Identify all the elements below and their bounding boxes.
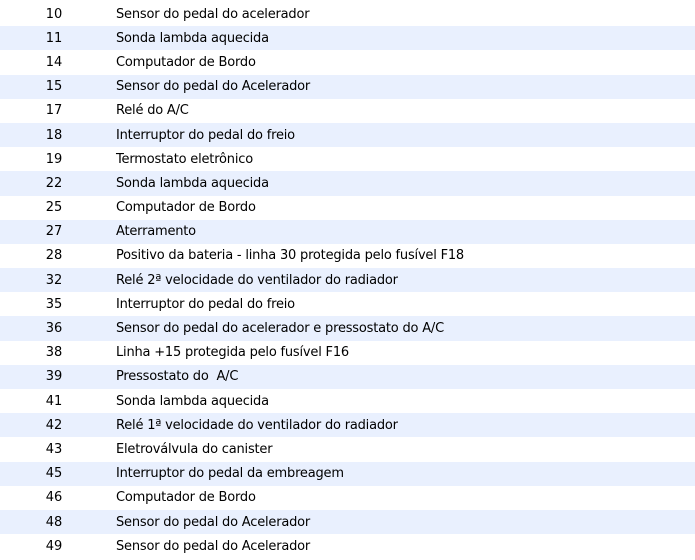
pin-number: 43	[45, 441, 63, 457]
pin-description: Computador de Bordo	[116, 490, 256, 506]
pin-number: 25	[45, 200, 63, 216]
pin-description: Eletroválvula do canister	[116, 441, 273, 457]
table-row[interactable]	[0, 413, 695, 437]
table-row[interactable]	[0, 196, 695, 220]
pin-description: Relé 2ª velocidade do ventilador do radiador	[116, 272, 398, 288]
table-row[interactable]	[0, 244, 695, 268]
table-row[interactable]	[0, 486, 695, 510]
pin-description: Sonda lambda aquecida	[116, 393, 269, 409]
table-row[interactable]	[0, 26, 695, 50]
table-row[interactable]	[0, 389, 695, 413]
pin-number: 45	[45, 466, 63, 482]
pin-description: Computador de Bordo	[116, 200, 256, 216]
table-row[interactable]	[0, 341, 695, 365]
table-row[interactable]	[0, 437, 695, 461]
table-row[interactable]	[0, 50, 695, 74]
pin-number: 39	[45, 369, 63, 385]
pin-number: 27	[45, 224, 63, 240]
pin-description: Sensor do pedal do Acelerador	[116, 538, 311, 554]
pin-number: 28	[45, 248, 63, 264]
table-row[interactable]	[0, 75, 695, 99]
pin-description: Termostato eletrônico	[116, 151, 253, 167]
pin-number: 11	[45, 30, 63, 46]
pin-description: Computador de Bordo	[116, 54, 256, 70]
table-row[interactable]	[0, 462, 695, 486]
table-row[interactable]	[0, 99, 695, 123]
pin-description: Linha +15 protegida pelo fusível F16	[116, 345, 349, 361]
pin-description: Relé do A/C	[116, 103, 189, 119]
pin-number: 17	[45, 103, 63, 119]
pin-description: Interruptor do pedal da embreagem	[116, 466, 344, 482]
table-row[interactable]	[0, 510, 695, 534]
table-row[interactable]	[0, 123, 695, 147]
table-row[interactable]	[0, 220, 695, 244]
pin-number: 41	[45, 393, 63, 409]
pin-number: 36	[45, 321, 63, 337]
pin-description: Interruptor do pedal do freio	[116, 127, 295, 143]
table-row[interactable]	[0, 147, 695, 171]
pin-number: 15	[45, 79, 63, 95]
pin-description: Positivo da bateria - linha 30 protegida pelo fusível F18	[116, 248, 464, 264]
pin-number: 35	[45, 296, 63, 312]
pin-description: Sonda lambda aquecida	[116, 175, 269, 191]
pin-number: 32	[45, 272, 63, 288]
pin-number: 22	[45, 175, 63, 191]
pin-number: 19	[45, 151, 63, 167]
pin-number: 14	[45, 54, 63, 70]
pin-number: 38	[45, 345, 63, 361]
pin-description: Sensor do pedal do acelerador e pressostato do A/C	[116, 321, 444, 337]
pin-number: 42	[45, 417, 63, 433]
pin-number: 10	[45, 6, 63, 22]
pin-description: Aterramento	[116, 224, 196, 240]
table-row[interactable]	[0, 171, 695, 195]
pin-description: Sensor do pedal do Acelerador	[116, 514, 311, 530]
table-row[interactable]	[0, 268, 695, 292]
pin-description: Sonda lambda aquecida	[116, 30, 269, 46]
table-row[interactable]	[0, 534, 695, 558]
pin-description: Pressostato do A/C	[116, 369, 239, 385]
table-row[interactable]	[0, 292, 695, 316]
pin-description: Interruptor do pedal do freio	[116, 296, 295, 312]
pin-number: 48	[45, 514, 63, 530]
pin-description: Relé 1ª velocidade do ventilador do radiador	[116, 417, 398, 433]
pin-description: Sensor do pedal do Acelerador	[116, 79, 311, 95]
pin-table	[0, 2, 695, 558]
pin-description: Sensor do pedal do acelerador	[116, 6, 310, 22]
table-row[interactable]	[0, 2, 695, 26]
table-row[interactable]	[0, 316, 695, 340]
table-row[interactable]	[0, 365, 695, 389]
pin-number: 49	[45, 538, 63, 554]
pin-number: 46	[45, 490, 63, 506]
pin-number: 18	[45, 127, 63, 143]
